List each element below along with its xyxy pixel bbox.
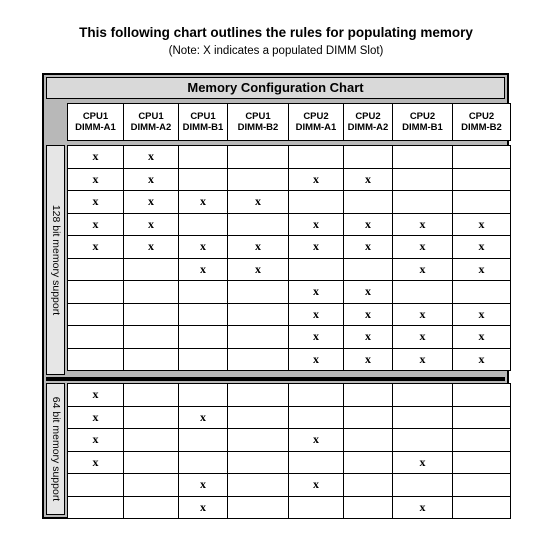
table-cell [178,325,228,349]
table-cell [392,428,453,452]
table-cell: x [343,280,393,304]
table-row [67,348,510,372]
table-cell [392,190,453,214]
table-cell [343,428,393,452]
table-cell [67,258,124,282]
table-cell [123,406,179,430]
table-cell [227,451,289,475]
table-cell [178,280,228,304]
table-cell: x [392,496,453,520]
memory-configuration-chart [42,73,509,519]
table-cell [67,348,124,372]
table-cell [178,168,228,192]
table-cell: x [123,145,179,169]
table-cell: x [288,473,344,497]
table-cell [227,428,289,452]
table-cell: x [392,258,453,282]
table-cell: x [452,213,511,237]
table-cell [343,383,393,407]
table-cell: x [123,213,179,237]
column-header: CPU2 DIMM-B1 [392,103,453,141]
table-cell [123,303,179,327]
table-cell: x [178,406,228,430]
table-row [67,280,510,304]
table-cell [227,213,289,237]
table-cell: x [343,168,393,192]
table-cell: x [392,235,453,259]
table-cell [178,383,228,407]
table-cell [178,303,228,327]
table-cell [288,383,344,407]
table-cell [123,428,179,452]
table-cell: x [227,258,289,282]
table-cell: x [288,213,344,237]
table-cell: x [123,168,179,192]
table-cell [452,190,511,214]
table-cell [452,145,511,169]
group-label-64-bit [46,383,65,515]
table-cell: x [67,145,124,169]
grid-64-bit [67,383,510,518]
table-row [67,406,510,430]
table-cell: x [288,168,344,192]
table-cell: x [452,348,511,372]
table-cell [392,145,453,169]
table-cell [392,383,453,407]
table-cell [227,168,289,192]
table-cell [123,451,179,475]
table-row [67,325,510,349]
column-headers [67,103,510,141]
table-cell: x [227,235,289,259]
table-cell [123,280,179,304]
table-row [67,145,510,169]
table-cell: x [392,451,453,475]
table-cell [343,258,393,282]
table-cell: x [392,303,453,327]
table-cell: x [288,235,344,259]
column-header: CPU2 DIMM-A2 [343,103,393,141]
table-cell: x [67,383,124,407]
table-cell: x [67,213,124,237]
table-row [67,496,510,520]
table-cell [227,280,289,304]
chart-header: Memory Configuration Chart [46,77,505,99]
table-cell [288,406,344,430]
table-cell [452,168,511,192]
table-cell: x [178,473,228,497]
table-cell: x [452,235,511,259]
table-cell [343,145,393,169]
table-cell: x [67,168,124,192]
table-cell [123,325,179,349]
table-cell [288,496,344,520]
table-cell [227,348,289,372]
table-cell: x [343,348,393,372]
page-title: This following chart outlines the rules for populating memory [79,25,473,40]
table-cell: x [178,258,228,282]
column-header: CPU1 DIMM-A1 [67,103,124,141]
table-cell [288,145,344,169]
table-cell [123,348,179,372]
table-cell [343,406,393,430]
table-cell: x [288,280,344,304]
table-cell [392,280,453,304]
column-header: CPU2 DIMM-B2 [452,103,511,141]
table-cell: x [452,325,511,349]
table-cell: x [67,428,124,452]
table-row [67,258,510,282]
table-cell: x [123,235,179,259]
table-cell [178,348,228,372]
table-cell: x [452,258,511,282]
table-row [67,383,510,407]
table-row [67,428,510,452]
table-cell [452,451,511,475]
page-subtitle: (Note: X indicates a populated DIMM Slot) [168,45,384,57]
column-header: CPU1 DIMM-B2 [227,103,289,141]
table-cell [392,406,453,430]
table-cell [123,496,179,520]
table-row [67,168,510,192]
table-cell: x [343,303,393,327]
table-cell [123,258,179,282]
table-cell [288,190,344,214]
table-cell: x [67,190,124,214]
table-cell: x [392,325,453,349]
table-cell [67,325,124,349]
table-cell [343,190,393,214]
table-cell: x [67,406,124,430]
table-cell: x [343,213,393,237]
table-cell: x [392,348,453,372]
table-cell: x [288,325,344,349]
table-row [67,235,510,259]
table-cell [288,451,344,475]
table-cell [452,280,511,304]
table-cell [123,383,179,407]
table-cell [452,383,511,407]
table-cell [288,258,344,282]
table-cell [343,473,393,497]
table-row [67,451,510,475]
table-cell [452,496,511,520]
table-cell [67,280,124,304]
column-header: CPU1 DIMM-B1 [178,103,228,141]
table-cell [178,145,228,169]
group-label-128-bit [46,145,65,375]
table-cell [343,451,393,475]
table-cell: x [67,235,124,259]
table-cell: x [452,303,511,327]
table-cell [123,473,179,497]
table-row [67,213,510,237]
table-cell [227,406,289,430]
column-header: CPU1 DIMM-A2 [123,103,179,141]
table-cell [178,213,228,237]
group-label-text: 64 bit memory support [49,396,62,502]
table-cell: x [288,303,344,327]
table-cell: x [392,213,453,237]
table-cell: x [178,496,228,520]
table-row [67,303,510,327]
table-cell [227,145,289,169]
table-cell: x [343,235,393,259]
group-separator [46,377,505,381]
grid-128-bit [67,145,510,370]
table-cell [67,303,124,327]
table-cell [227,383,289,407]
table-cell [178,451,228,475]
column-header: CPU2 DIMM-A1 [288,103,344,141]
table-cell: x [227,190,289,214]
table-cell: x [288,348,344,372]
table-row [67,473,510,497]
table-cell [392,473,453,497]
table-cell: x [123,190,179,214]
table-cell: x [288,428,344,452]
table-cell: x [178,235,228,259]
group-label-text: 128 bit memory support [49,204,62,316]
table-cell [227,325,289,349]
table-cell: x [343,325,393,349]
table-row [67,190,510,214]
table-cell [227,496,289,520]
table-cell [452,428,511,452]
table-cell [343,496,393,520]
table-cell [178,428,228,452]
table-cell: x [178,190,228,214]
table-cell [452,473,511,497]
table-cell [227,473,289,497]
table-cell [392,168,453,192]
table-cell [227,303,289,327]
table-cell [452,406,511,430]
table-cell [67,496,124,520]
table-cell: x [67,451,124,475]
table-cell [67,473,124,497]
